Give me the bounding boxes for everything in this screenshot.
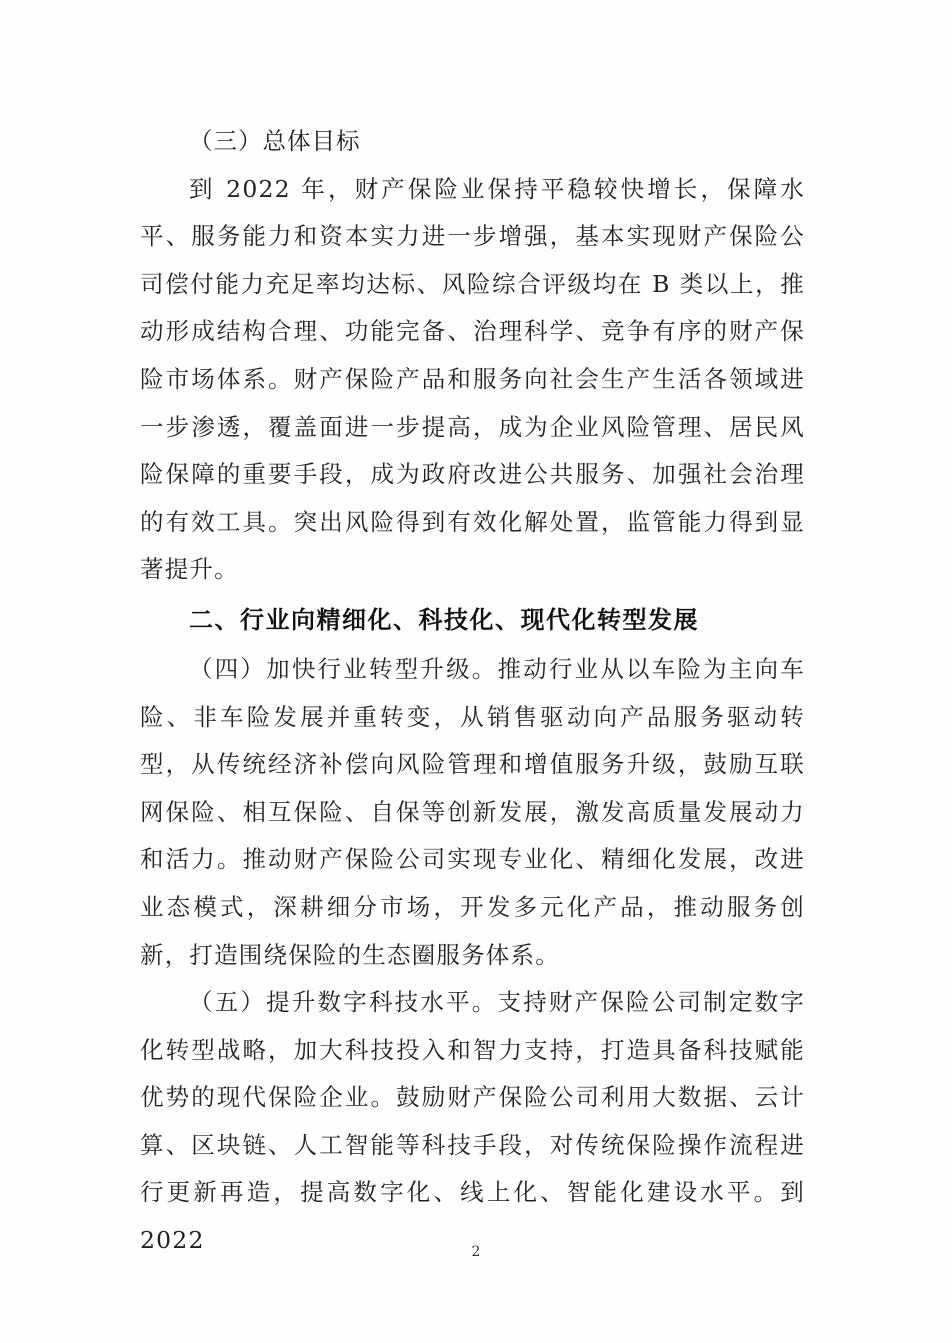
chapter-two-heading: 二、行业向精细化、科技化、现代化转型发展 [189, 605, 699, 634]
item-four-paragraph: （四）加快行业转型升级。推动行业从以车险为主向车险、非车险发展并重转变，从销售驱动向产品服务驱动转型，从传统经济补偿向风险管理和增值服务升级，鼓励互联网保险、相互保险、自保等创新发展，激发高质量发展动力和活力。推动财产保险公司实现专业化、精细化发展，改进业态模式，深耕细分市场，开发多元化产品，推动服务创新，打造围绕保险的生态圈服务体系。 [140, 654, 805, 969]
page-number: 2 [471, 1244, 481, 1260]
item-five-paragraph: （五）提升数字科技水平。支持财产保险公司制定数字化转型战略，加大科技投入和智力支持，打造具备科技赋能优势的现代保险企业。鼓励财产保险公司利用大数据、云计算、区块链、人工智能等科技手段，对传统保险操作流程进行更新再造，提高数字化、线上化、智能化建设水平。到 2022 [140, 988, 805, 1255]
document-body [140, 118, 805, 1265]
section-goal-heading: （三）总体目标 [189, 127, 361, 155]
goal-paragraph: 到 2022 年，财产保险业保持平稳较快增长，保障水平、服务能力和资本实力进一步增强，基本实现财产保险公司偿付能力充足率均达标、风险综合评级均在 B 类以上，推动形成结构合理、功能完备、治理科学、竞争有序的财产保险市场体系。财产保险产品和服务向社会生产生活各领域进一步渗透，覆盖面进一步提高，成为企业风险管理、居民风险保障的重要手段，成为政府改进公共服务、加强社会治理的有效工具。突出风险得到有效化解处置，监管能力得到显著提升。 [140, 174, 805, 584]
